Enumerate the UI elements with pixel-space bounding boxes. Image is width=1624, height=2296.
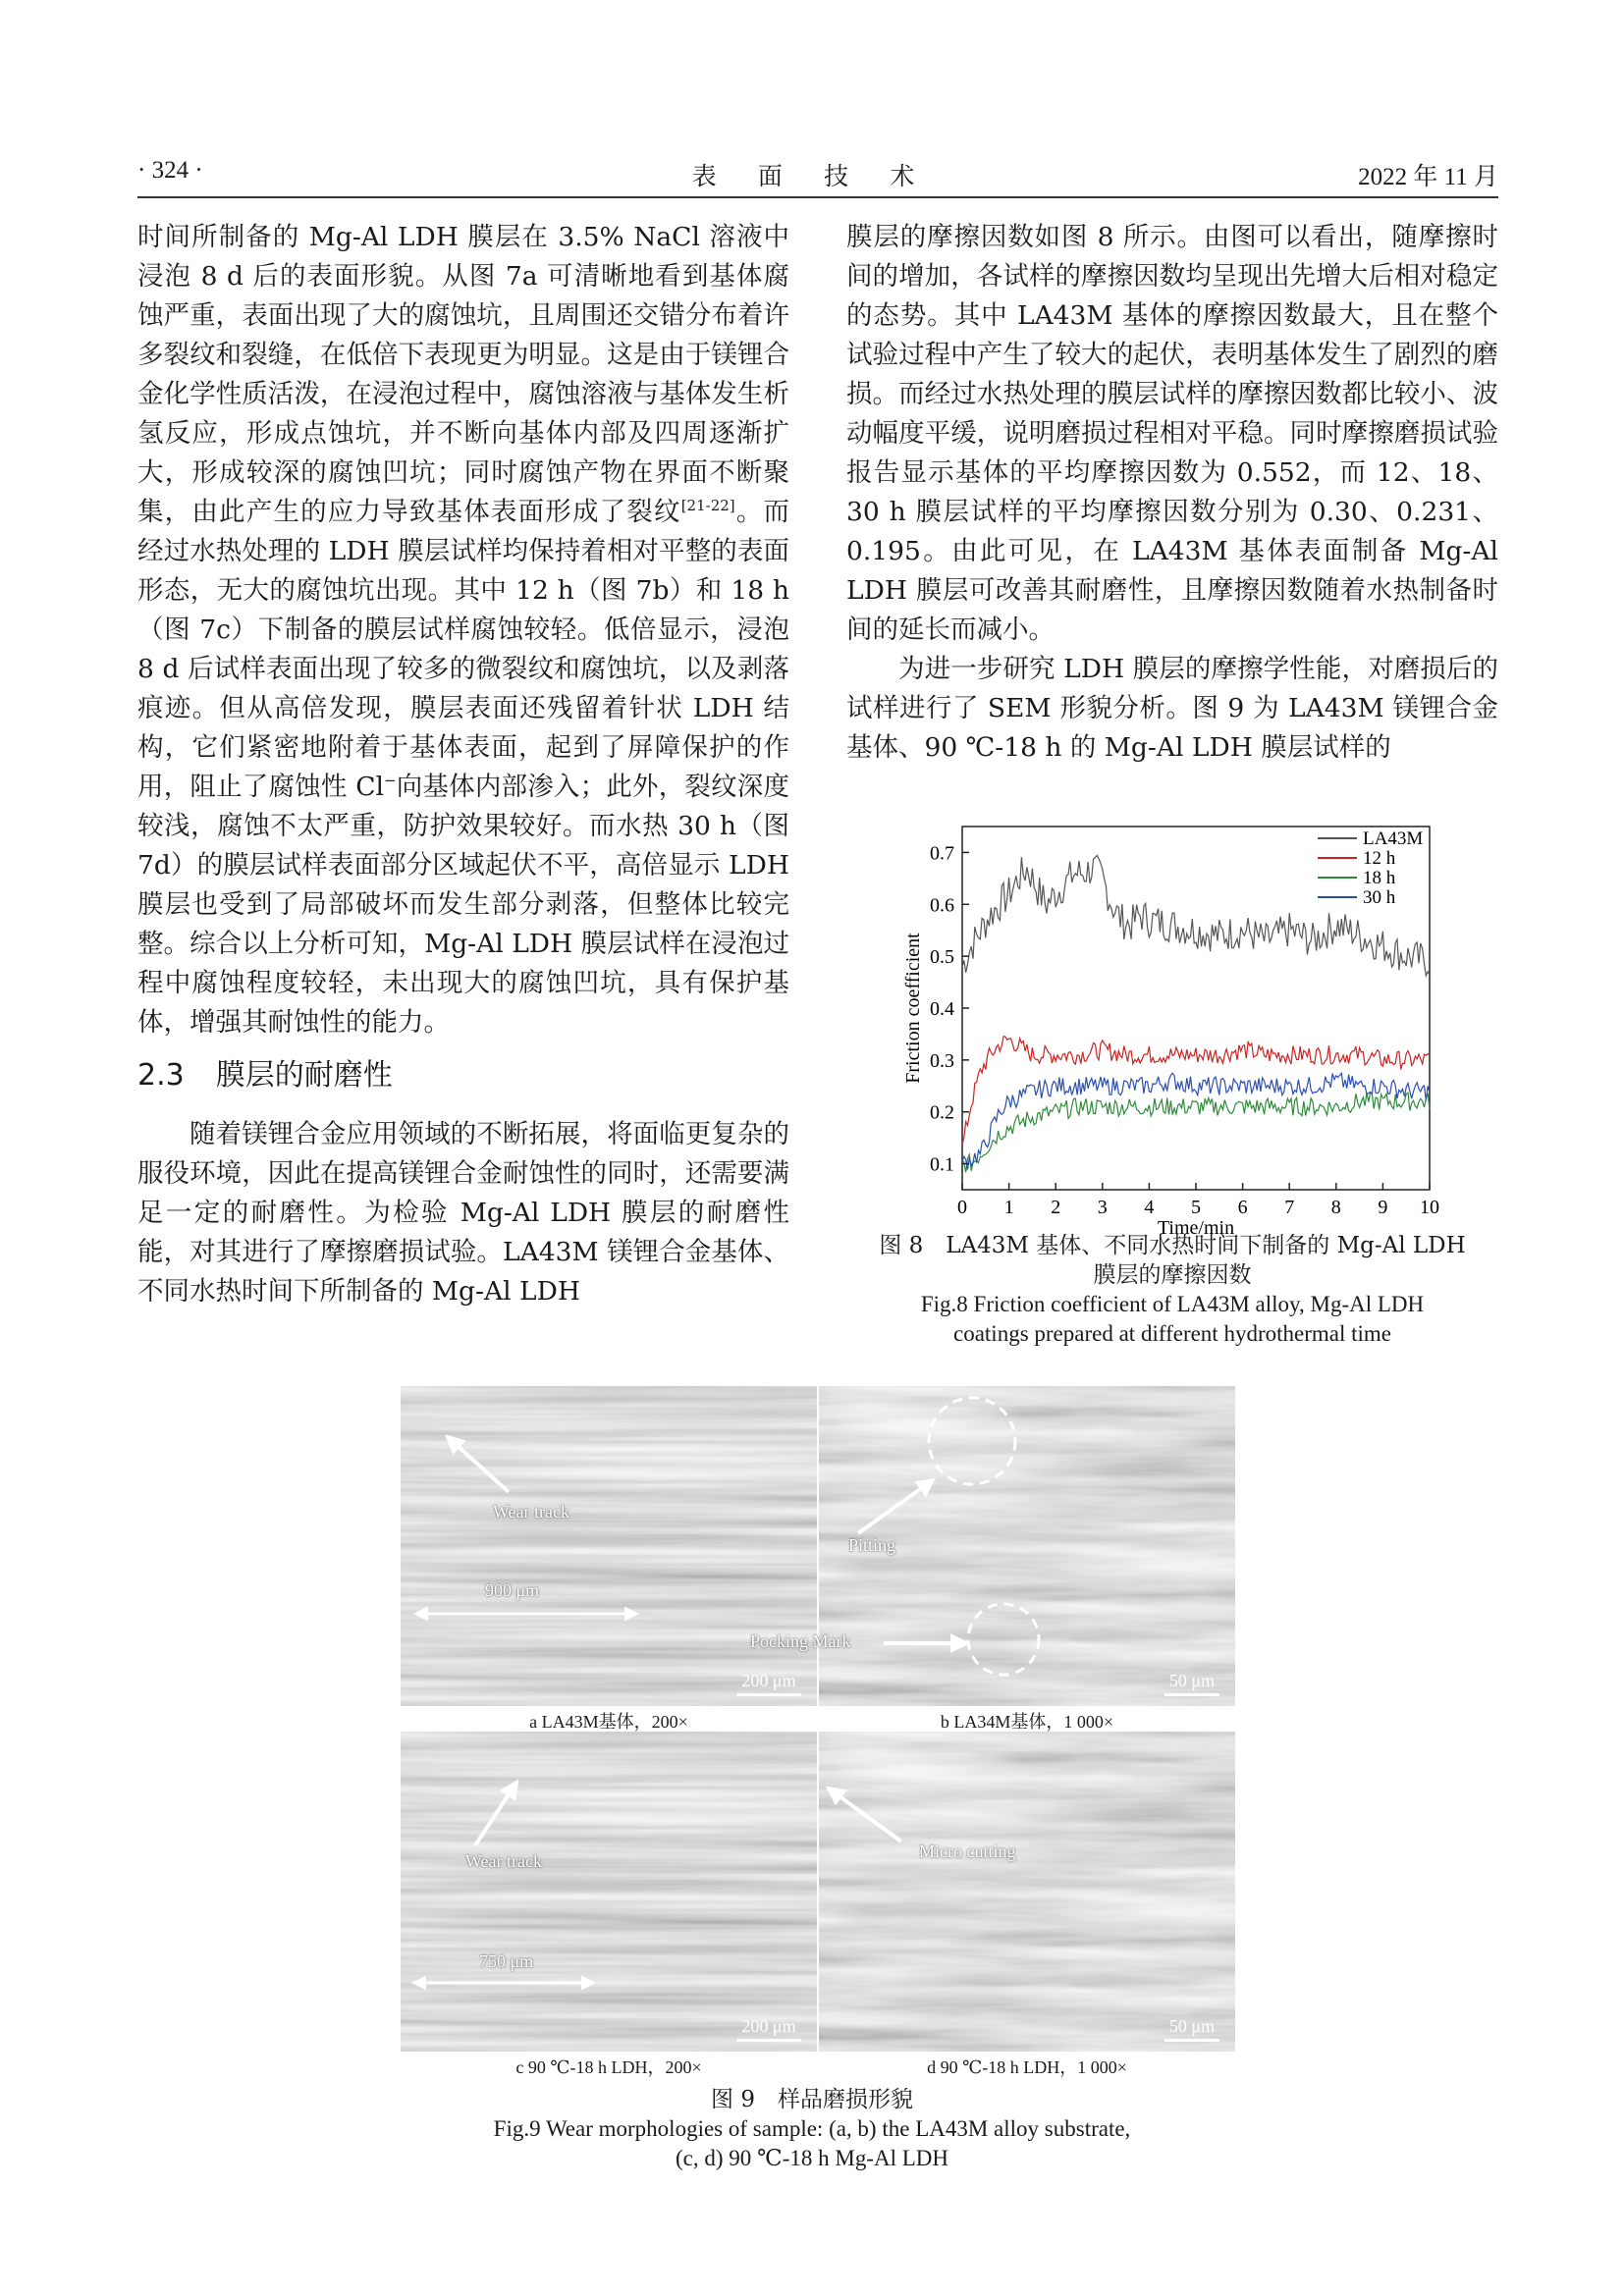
sem-panel-c bbox=[401, 1732, 817, 2052]
wear-track-label-a: Wear track bbox=[493, 1502, 569, 1522]
legend-label-2: 18 h bbox=[1363, 868, 1396, 888]
series-line-18-h bbox=[962, 1093, 1430, 1173]
y-tick-label-6: 0.7 bbox=[930, 842, 954, 865]
scale-bar-a bbox=[736, 1671, 801, 1696]
series-line-30-h bbox=[962, 1073, 1430, 1169]
right-column bbox=[846, 218, 1498, 768]
left-column bbox=[137, 218, 789, 1311]
annotation-arrows-c bbox=[401, 1732, 817, 2052]
section-title: 膜层的耐磨性 bbox=[215, 1058, 393, 1093]
x-tick-label-8: 8 bbox=[1330, 1197, 1341, 1218]
friction-chart bbox=[846, 807, 1498, 1239]
left-paragraph-2: 随着镁锂合金应用领域的不断拓展，将面临更复杂的服役环境，因此在提高镁锂合金耐蚀性的同时，还需要满足一定的耐磨性。为检验 Mg-Al LDH 膜层的耐磨性能，对其进行了摩擦磨损试验。LA43M 镁锂合金基体、不同水热时间下所制备的 Mg-Al LDH bbox=[137, 1119, 789, 1307]
scale-text-c: 200 μm bbox=[741, 2016, 796, 2036]
journal-title: 表 面 技 术 bbox=[691, 164, 933, 190]
fig8-caption-en-2: coatings prepared at different hydrothermal time bbox=[953, 1321, 1391, 1346]
scale-bar-line-c bbox=[736, 2039, 801, 2042]
section-number: 2.3 bbox=[137, 1058, 185, 1093]
y-tick-label-5: 0.6 bbox=[930, 894, 954, 917]
left-p1-text-b: 。而经过水热处理的 LDH 膜层试样均保持着相对平整的表面形态，无大的腐蚀坑出现。其中 12 h（图 7b）和 18 h（图 7c）下制备的膜层试样腐蚀较轻。低倍显示，浸泡 8 d 后试样表面出现了较多的微裂纹和腐蚀坑，以及剥落痕迹。但从高倍发现，膜层表面还残留着针状 LDH 结构，它们紧密地附着于基体表面，起到了屏障保护的作用，阻止了腐蚀性 Cl bbox=[137, 497, 790, 802]
citation-ref: [21-22] bbox=[680, 497, 735, 515]
y-tick-label-4: 0.5 bbox=[930, 946, 954, 969]
scale-text-d: 50 μm bbox=[1168, 2016, 1216, 2036]
sem-panel-d bbox=[819, 1732, 1235, 2052]
x-tick-label-2: 2 bbox=[1051, 1197, 1061, 1218]
legend-label-3: 30 h bbox=[1363, 887, 1396, 908]
fig9-caption-en-1: Fig.9 Wear morphologies of sample: (a, b) the LA43M alloy substrate, bbox=[493, 2116, 1131, 2141]
x-axis-label: Time/min bbox=[1157, 1217, 1235, 1239]
annotation-arrows-d bbox=[819, 1732, 1235, 2052]
fig9-caption-cn: 图 9 样品磨损形貌 bbox=[711, 2087, 913, 2112]
left-p1-text-a: 时间所制备的 Mg-Al LDH 膜层在 3.5% NaCl 溶液中浸泡 8 d 后的表面形貌。从图 7a 可清晰地看到基体腐蚀严重，表面出现了大的腐蚀坑，且周围还交错分布着许多裂纹和裂缝，在低倍下表现更为明显。这是由于镁锂合金化学性质活泼，在浸泡过程中，腐蚀溶液与基体发生析氢反应，形成点蚀坑，并不断向基体内部及四周逐渐扩大，形成较深的腐蚀凹坑；同时腐蚀产物在界面不断聚集，由此产生的应力导致基体表面形成了裂纹 bbox=[137, 222, 789, 527]
x-tick-label-4: 4 bbox=[1144, 1197, 1155, 1218]
chloride-superscript: − bbox=[383, 772, 397, 790]
distance-label-c: 750 μm bbox=[479, 1951, 534, 1971]
series-layer bbox=[962, 855, 1430, 1172]
section-heading bbox=[137, 1056, 789, 1095]
scale-bar-d bbox=[1164, 2016, 1219, 2042]
x-tick-label-3: 3 bbox=[1097, 1197, 1108, 1218]
fig8-caption bbox=[846, 1231, 1498, 1349]
scale-bar-b bbox=[1164, 1671, 1219, 1696]
panel-label-a: a LA43M基体，200× bbox=[529, 1712, 688, 1732]
annotation-arrows-a bbox=[401, 1386, 817, 1706]
left-paragraph-1 bbox=[137, 218, 789, 1042]
micro-cutting-label: Micro cutting bbox=[919, 1842, 1016, 1861]
scale-bar-c bbox=[736, 2016, 801, 2042]
pitting-label: Pitting bbox=[848, 1535, 896, 1555]
sem-panel-a bbox=[401, 1386, 817, 1706]
panel-label-d: d 90 ℃-18 h LDH，1 000× bbox=[927, 2057, 1127, 2077]
y-tick-label-3: 0.4 bbox=[930, 998, 954, 1020]
wear-track-label-c: Wear track bbox=[465, 1851, 542, 1871]
x-tick-label-0: 0 bbox=[957, 1197, 967, 1218]
page-number: · 324 · bbox=[137, 157, 203, 184]
scale-bar-line-d bbox=[1164, 2039, 1219, 2042]
left-p1-text-c: 向基体内部渗入；此外，裂纹深度较浅，腐蚀不太严重，防护效果较好。而水热 30 h（图 7d）的膜层试样表面部分区域起伏不平，高倍显示 LDH 膜层也受到了局部破坏而发生部分剥落，但整体比较完整。综合以上分析可知，Mg-Al LDH 膜层试样在浸泡过程中腐蚀程度较轻，未出现大的腐蚀凹坑，具有保护基体，增强其耐蚀性的能力。 bbox=[137, 772, 789, 1038]
scale-bar-line-a bbox=[736, 1693, 801, 1696]
fig8-caption-cn-2: 膜层的摩擦因数 bbox=[1093, 1262, 1252, 1288]
panel-label-b: b LA34M基体，1 000× bbox=[940, 1712, 1114, 1732]
fig9-caption bbox=[295, 2085, 1329, 2173]
right-paragraph-1: 膜层的摩擦因数如图 8 所示。由图可以看出，随摩擦时间的增加，各试样的摩擦因数均呈现出先增大后相对稳定的态势。其中 LA43M 基体的摩擦因数最大，且在整个试验过程中产生了较大的起伏，表明基体发生了剧烈的磨损。而经过水热处理的膜层试样的摩擦因数都比较小、波动幅度平缓，说明磨损过程相对平稳。同时摩擦磨损试验报告显示基体的平均摩擦因数为 0.552，而 12、18、30 h 膜层试样的平均摩擦因数分别为 0.30、0.231、0.195。由此可见，在 LA43M 基体表面制备 Mg-Al LDH 膜层可改善其耐磨性，且摩擦因数随着水热制备时间的延长而减小。 bbox=[846, 222, 1498, 645]
legend-label-1: 12 h bbox=[1363, 848, 1396, 869]
plot-frame bbox=[962, 827, 1430, 1190]
scale-text-a: 200 μm bbox=[741, 1671, 796, 1690]
scale-text-b: 50 μm bbox=[1168, 1671, 1216, 1690]
issue-date: 2022 年 11 月 bbox=[1358, 164, 1498, 190]
series-line-12-h bbox=[962, 1037, 1430, 1145]
y-tick-label-2: 0.3 bbox=[930, 1049, 954, 1072]
x-tick-label-6: 6 bbox=[1237, 1197, 1248, 1218]
series-line-la43m bbox=[962, 855, 1430, 976]
right-paragraph-2: 为进一步研究 LDH 膜层的摩擦学性能，对磨损后的试样进行了 SEM 形貌分析。图 9 为 LA43M 镁锂合金基体、90 ℃-18 h 的 Mg-Al LDH 膜层试样的 bbox=[846, 654, 1498, 763]
x-tick-label-5: 5 bbox=[1191, 1197, 1201, 1218]
x-tick-label-9: 9 bbox=[1378, 1197, 1388, 1218]
pocking-mark-label: Pocking Mark bbox=[750, 1631, 851, 1651]
legend-label-0: LA43M bbox=[1363, 828, 1424, 849]
y-tick-label-1: 0.2 bbox=[930, 1101, 954, 1124]
fig8-caption-cn-1: 图 8 LA43M 基体、不同水热时间下制备的 Mg-Al LDH bbox=[879, 1233, 1466, 1258]
fig9-caption-en-2: (c, d) 90 ℃-18 h Mg-Al LDH bbox=[675, 2146, 949, 2170]
x-tick-label-1: 1 bbox=[1003, 1197, 1014, 1218]
distance-label-a: 900 μm bbox=[485, 1580, 540, 1600]
y-tick-label-0: 0.1 bbox=[930, 1153, 954, 1176]
x-tick-label-10: 10 bbox=[1420, 1197, 1439, 1218]
scale-bar-line-b bbox=[1164, 1693, 1219, 1696]
header-rule bbox=[137, 196, 1498, 198]
legend bbox=[1318, 828, 1423, 908]
fig8-caption-en-1: Fig.8 Friction coefficient of LA43M alloy, Mg-Al LDH bbox=[920, 1292, 1425, 1316]
x-tick-label-7: 7 bbox=[1284, 1197, 1295, 1218]
panel-label-c: c 90 ℃-18 h LDH，200× bbox=[515, 2057, 702, 2077]
y-axis-label: Friction coefficient bbox=[902, 933, 924, 1084]
